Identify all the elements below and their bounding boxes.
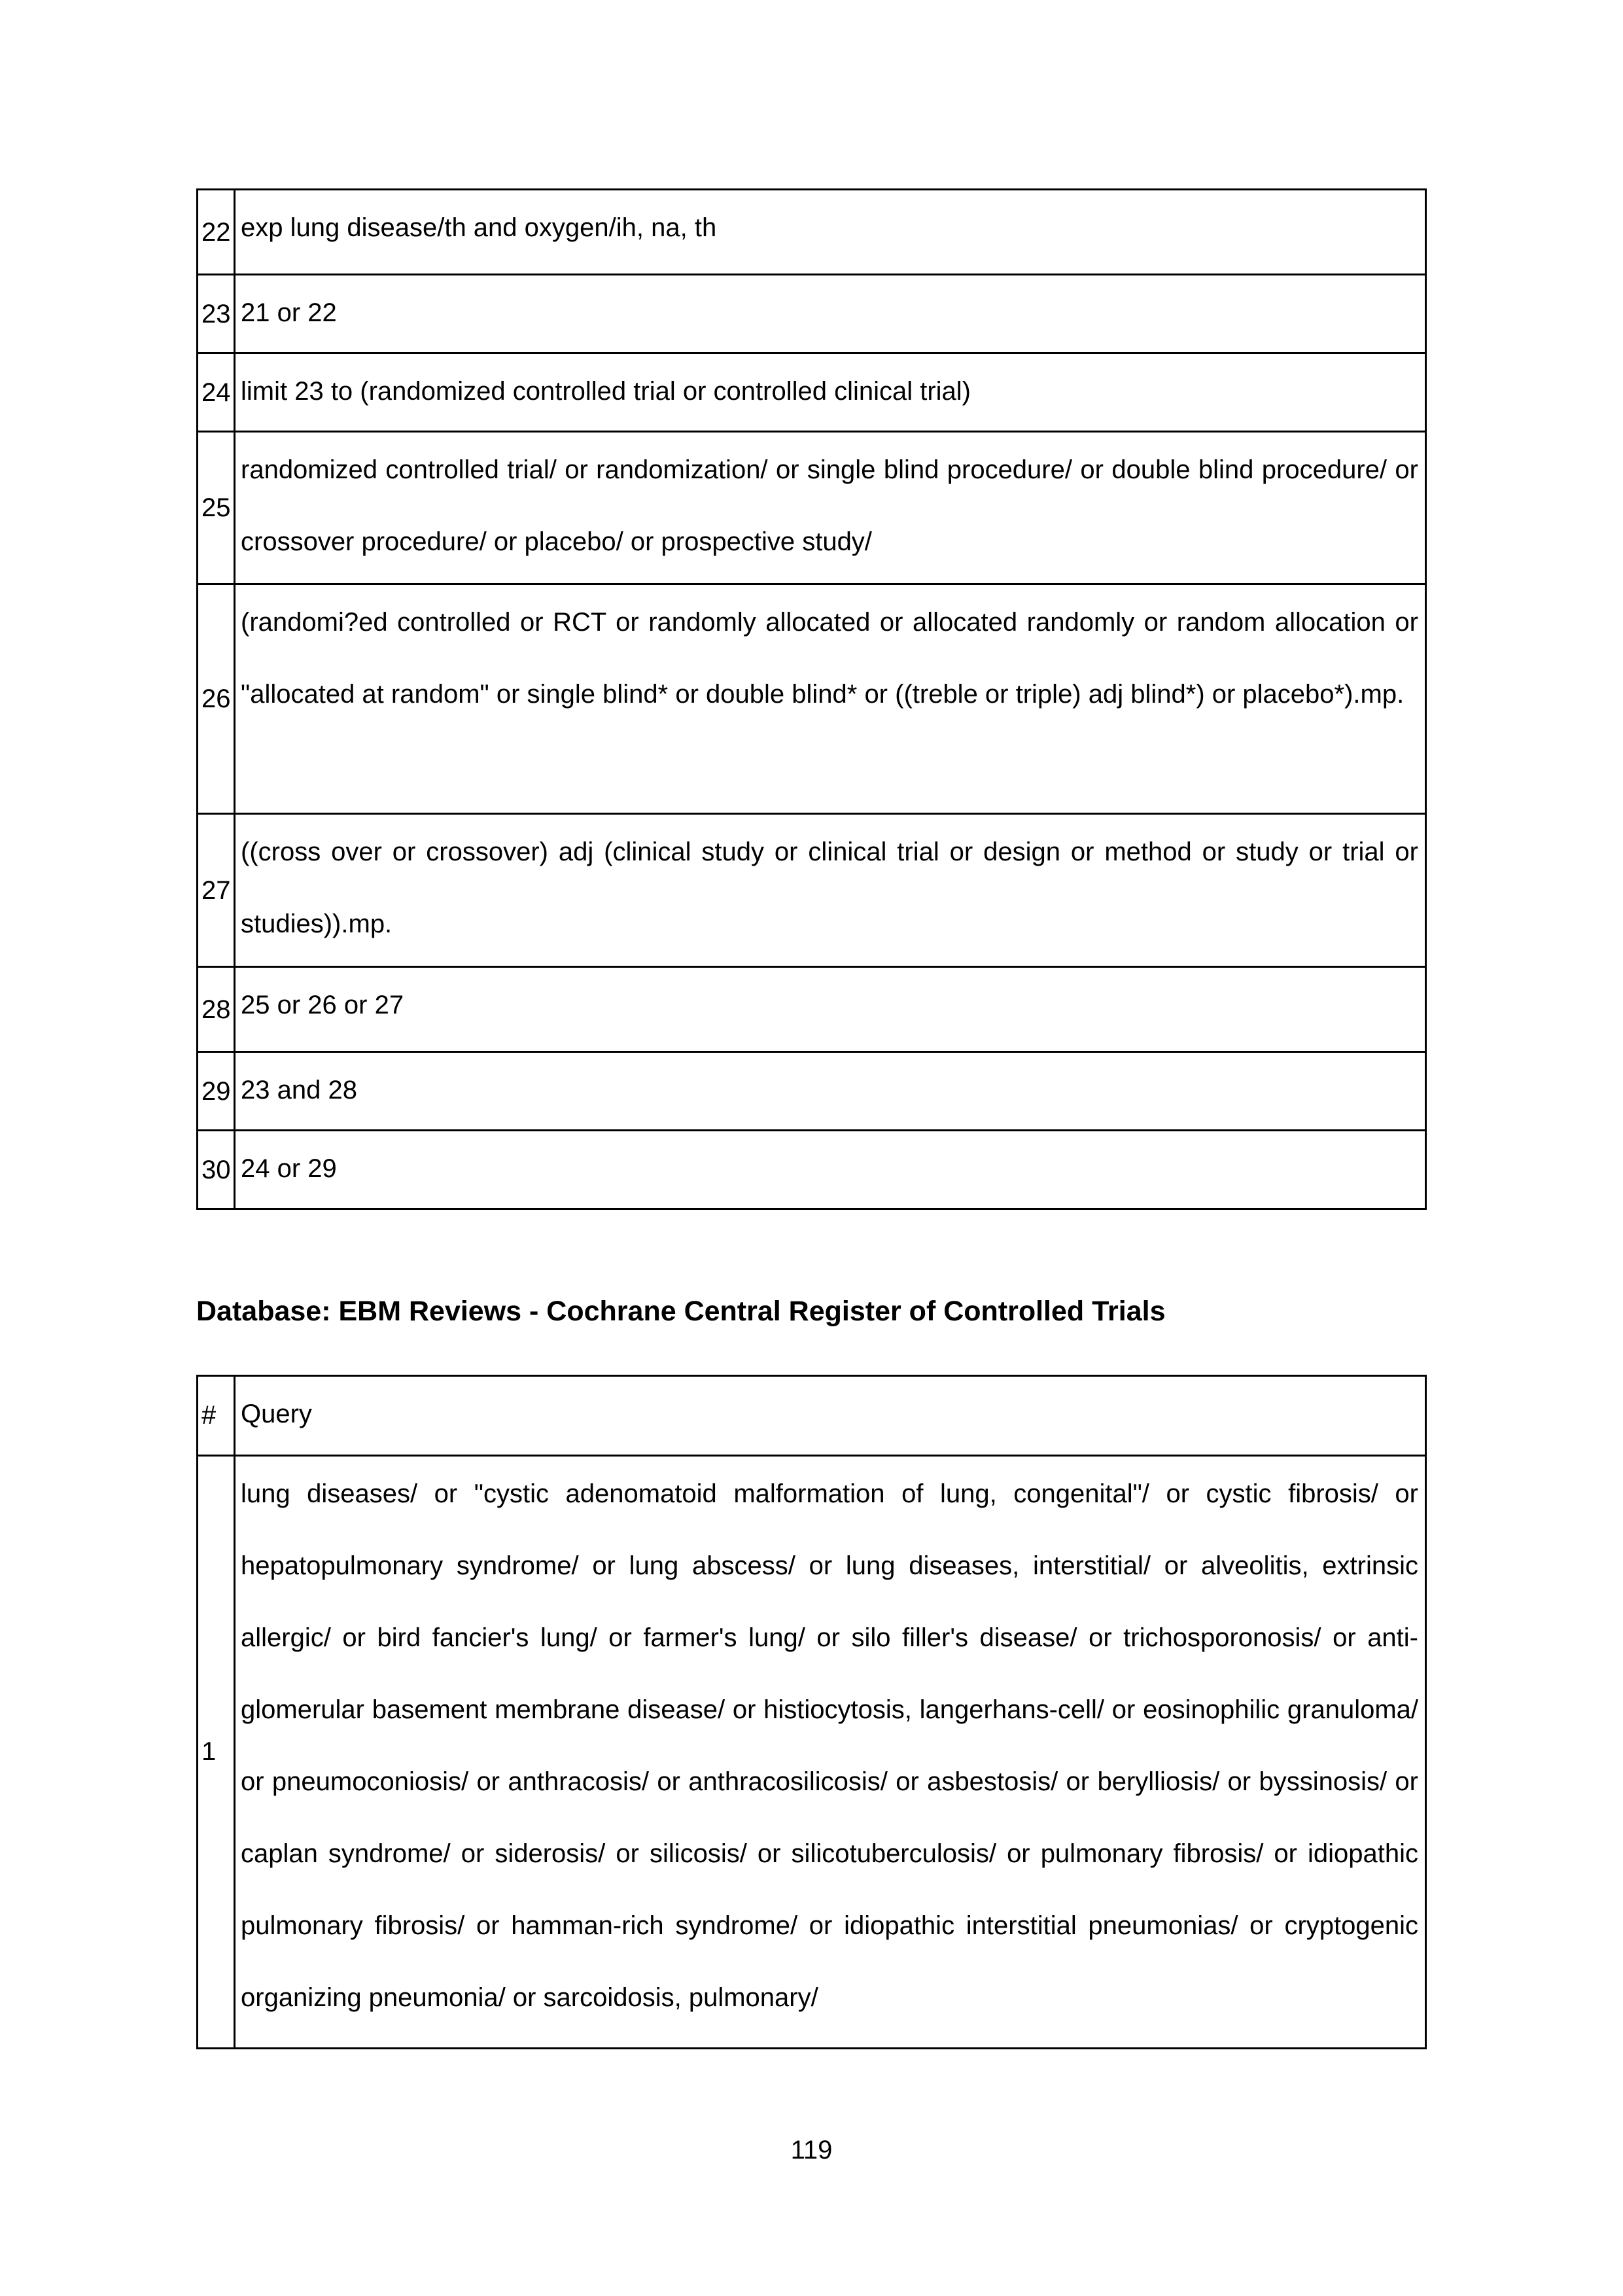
header-query-cell: Query	[235, 1375, 1426, 1455]
row-query: ((cross over or crossover) adj (clinical study or clinical trial or design or method or study or trial or studies)).mp.	[235, 814, 1426, 967]
search-strategy-table-continued	[196, 188, 1427, 1210]
table-row	[198, 190, 1426, 275]
table-header-row	[198, 1375, 1426, 1455]
table-row	[198, 353, 1426, 432]
header-number-cell: #	[198, 1375, 235, 1455]
row-number: 27	[198, 814, 235, 967]
page-content	[196, 188, 1427, 2049]
row-query: 21 or 22	[235, 275, 1426, 353]
row-number: 1	[198, 1455, 235, 2048]
row-number: 26	[198, 584, 235, 814]
table-row	[198, 432, 1426, 584]
table-row	[198, 967, 1426, 1052]
row-number: 28	[198, 967, 235, 1052]
table-row	[198, 584, 1426, 814]
table-row	[198, 275, 1426, 353]
row-query: (randomi?ed controlled or RCT or randomly allocated or allocated randomly or random allocation or "allocated at random" or single blind* or double blind* or ((treble or triple) adj blind*) or placebo*).mp.	[235, 584, 1426, 814]
search-strategy-table-cochrane	[196, 1375, 1427, 2049]
row-query: exp lung disease/th and oxygen/ih, na, th	[235, 190, 1426, 275]
row-number: 29	[198, 1052, 235, 1131]
database-section-heading: Database: EBM Reviews - Cochrane Central Register of Controlled Trials	[196, 1296, 1166, 1327]
row-query: lung diseases/ or "cystic adenomatoid malformation of lung, congenital"/ or cystic fibrosis/ or hepatopulmonary syndrome/ or lung abscess/ or lung diseases, interstitial/ or alveolitis, extrinsic allergic/ or bird fancier's lung/ or farmer's lung/ or silo filler's disease/ or trichosporonosis/ or anti-glomerular basement membrane disease/ or histiocytosis, langerhans-cell/ or eosinophilic granuloma/ or pneumoconiosis/ or anthracosis/ or anthracosilicosis/ or asbestosis/ or berylliosis/ or byssinosis/ or caplan syndrome/ or siderosis/ or silicosis/ or silicotuberculosis/ or pulmonary fibrosis/ or idiopathic pulmonary fibrosis/ or hamman-rich syndrome/ or idiopathic interstitial pneumonias/ or cryptogenic organizing pneumonia/ or sarcoidosis, pulmonary/	[235, 1455, 1426, 2048]
row-number: 22	[198, 190, 235, 275]
row-number: 25	[198, 432, 235, 584]
row-query: randomized controlled trial/ or randomization/ or single blind procedure/ or double blind procedure/ or crossover procedure/ or placebo/ or prospective study/	[235, 432, 1426, 584]
table-row	[198, 1131, 1426, 1209]
table-row	[198, 1052, 1426, 1131]
row-query: 24 or 29	[235, 1131, 1426, 1209]
row-number: 23	[198, 275, 235, 353]
row-number: 30	[198, 1131, 235, 1209]
table-row	[198, 814, 1426, 967]
row-query: limit 23 to (randomized controlled trial or controlled clinical trial)	[235, 353, 1426, 432]
row-query: 25 or 26 or 27	[235, 967, 1426, 1052]
page-number: 119	[790, 2136, 833, 2164]
row-number: 24	[198, 353, 235, 432]
row-query: 23 and 28	[235, 1052, 1426, 1131]
table-row	[198, 1455, 1426, 2048]
